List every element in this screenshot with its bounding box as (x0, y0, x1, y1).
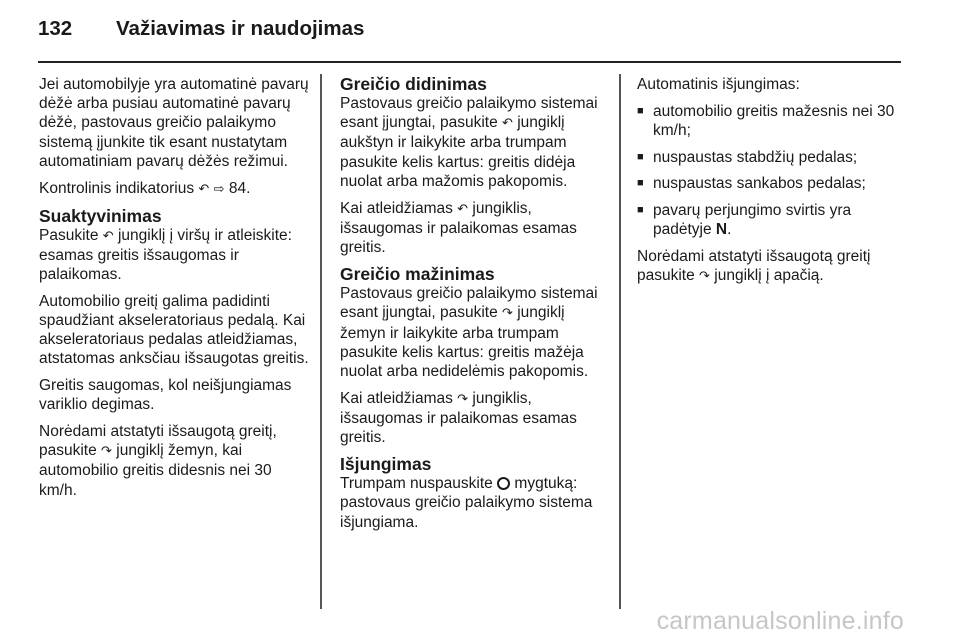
heading-switch-off: Išjungimas (340, 454, 432, 475)
cruise-control-down-icon: ↷ (502, 306, 513, 322)
column-2 (340, 75, 608, 539)
page-header (38, 17, 364, 49)
heading-decrease-speed: Greičio mažinimas (340, 264, 495, 285)
watermark: carmanualsonline.info (656, 607, 904, 635)
header-divider (38, 61, 901, 63)
cruise-control-down-icon: ↷ (699, 269, 710, 285)
bullet-icon: ■ (637, 204, 644, 217)
arrow-ref-icon: ⇨ (213, 181, 225, 197)
column-divider-1 (320, 74, 322, 609)
paragraph-activation: Pasukite ↶ jungiklį į viršų ir atleiskite: esamas greitis išsaugomas ir palaikomas. (39, 226, 292, 284)
list-item: ■ automobilio greitis mažesnis nei 30 km/h; (637, 102, 895, 139)
page-number: 132 (38, 17, 73, 40)
bullet-icon: ■ (637, 150, 644, 163)
cruise-control-up-icon: ↶ (102, 228, 114, 244)
paragraph-decrease-release: Kai atleidžiamas ↷ jungiklis, išsaugomas ir palaikomas esamas greitis. (340, 389, 577, 447)
auto-off-list (637, 102, 905, 240)
list-item: ■ nuspaustas stabdžių pedalas; (637, 148, 858, 166)
paragraph-speed-saved: Greitis saugomas, kol neišjungiamas variklio degimas. (39, 377, 292, 414)
paragraph-restore-speed: Norėdami atstatyti išsaugotą greitį, pasukite ↷ jungiklį žemyn, kai automobilio greitis didesnis nei 30 km/h. (39, 423, 277, 499)
paragraph-increase-release: Kai atleidžiamas ↶ jungiklis, išsaugomas ir palaikomas esamas greitis. (340, 199, 577, 256)
paragraph-increase: Pastovaus greičio palaikymo sistemai esant įjungtai, pasukite ↶ jungiklį aukštyn ir laikykite arba trumpam pasukite kelis kartus: greitis didėja nuolat arba mažomis pakopomis. (340, 95, 598, 190)
column-3 (637, 75, 905, 294)
list-item: ■ nuspaustas sankabos pedalas; (637, 175, 866, 193)
paragraph-auto-off-intro: Automatinis išjungimas: (637, 76, 800, 93)
ring-button-icon (497, 477, 510, 490)
bullet-icon: ■ (637, 177, 644, 190)
column-1 (39, 75, 311, 507)
heading-increase-speed: Greičio didinimas (340, 74, 487, 94)
cruise-control-down-icon: ↷ (101, 444, 112, 460)
cruise-control-up-icon: ↶ (502, 116, 513, 132)
paragraph-automatic-gearbox: Jei automobilyje yra automatinė pavarų dėžė arba pusiau automatinė pavarų dėžė, pastovaus greičio palaikymo sistemą įjunkite tik esant nustatytam automatiniam pavarų dėžės režimui. (39, 76, 309, 170)
list-item: ■ pavarų perjungimo svirtis yra padėtyje N. (637, 202, 852, 239)
paragraph-reset: Norėdami atstatyti išsaugotą greitį pasukite ↷ jungiklį į apačią. (637, 247, 871, 285)
column-divider-2 (619, 74, 621, 609)
paragraph-indicator: Kontrolinis indikatorius ↶ ⇨ 84. (39, 179, 251, 197)
paragraph-decrease: Pastovaus greičio palaikymo sistemai esant įjungtai, pasukite ↷ jungiklį žemyn ir laikykite arba trumpam pasukite kelis kartus: greitis mažėja nuolat arba nedidelėmis pakopomis. (340, 285, 598, 380)
bullet-icon: ■ (637, 104, 644, 117)
cruise-control-up-icon: ↶ (198, 181, 210, 197)
paragraph-accelerate: Automobilio greitį galima padidinti spaudžiant akseleratoriaus pedalą. Kai akseleratoriaus pedalas atleidžiamas, atstatomas anksčiau išsaugotas greitis. (39, 292, 309, 368)
heading-activation: Suaktyvinimas (39, 205, 162, 226)
page-title: Važiavimas ir naudojimas (116, 17, 365, 40)
cruise-control-up-icon: ↶ (457, 201, 469, 217)
cruise-control-down-icon: ↷ (457, 391, 469, 407)
paragraph-switch-off: Trumpam nuspauskite mygtuką: pastovaus greičio palaikymo sistema išjungiama. (340, 475, 593, 531)
